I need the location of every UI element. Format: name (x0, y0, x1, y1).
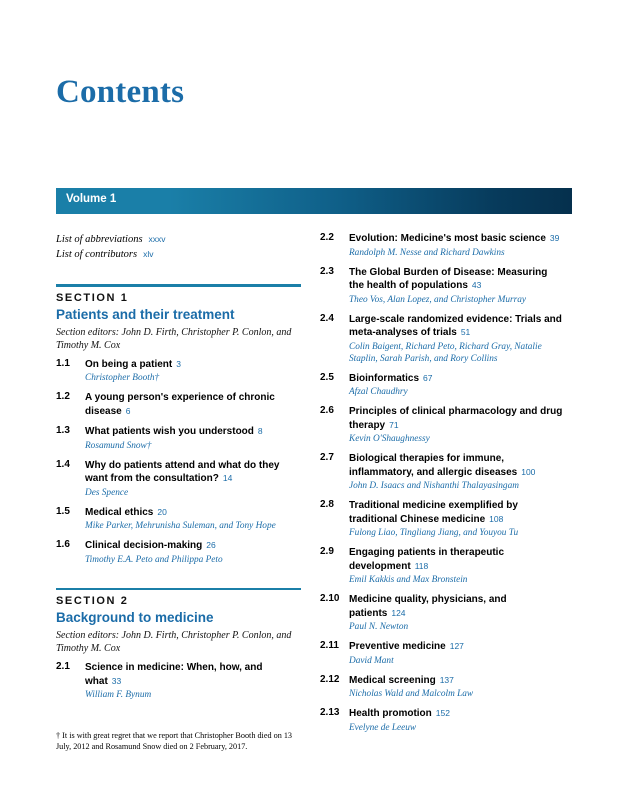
toc-entry[interactable] (320, 313, 565, 365)
entry-title: Evolution: Medicine's most basic science 39 (349, 233, 560, 244)
toc-entry[interactable] (320, 640, 565, 667)
entry-page: 33 (111, 675, 122, 686)
frontmatter-label: List of contributors (56, 249, 138, 260)
right-column (320, 232, 565, 741)
toc-entry[interactable] (320, 452, 565, 492)
entry-title: What patients wish you understood 8 (85, 426, 263, 437)
entry-title: On being a patient 3 (85, 358, 181, 370)
entry-title: Medical screening 137 (349, 674, 454, 686)
entry-authors: Christopher Booth† (85, 373, 160, 383)
frontmatter-item[interactable] (56, 247, 301, 262)
entry-title: Bioinformatics 67 (349, 372, 433, 384)
section-divider (56, 284, 301, 287)
entry-title: Principles of clinical pharmacology and drug therapy 71 (349, 406, 563, 431)
entry-page: 51 (460, 327, 471, 337)
entry-number: 2.8 (320, 499, 334, 510)
volume-label: Volume 1 (66, 193, 117, 205)
entry-number: 2.5 (320, 371, 334, 383)
entry-number: 2.12 (320, 673, 340, 685)
entry-page: 6 (125, 405, 131, 416)
entry-number: 2.6 (320, 405, 334, 416)
entry-authors: Timothy E.A. Peto and Philippa Peto (85, 554, 223, 565)
entry-authors: Emil Kakkis and Max Bronstein (349, 575, 468, 585)
toc-entry[interactable] (56, 506, 301, 533)
entry-title: Clinical decision-making 26 (85, 540, 216, 551)
toc-entry[interactable] (56, 391, 301, 418)
toc-entry[interactable] (320, 499, 565, 539)
entry-authors: Des Spence (85, 487, 129, 498)
entry-authors: David Mant (349, 655, 394, 666)
entry-page: 14 (222, 473, 233, 483)
volume-banner (56, 188, 572, 214)
entry-page: 127 (449, 641, 464, 651)
section-title: Background to medicine (56, 610, 214, 625)
entry-page: 71 (389, 419, 399, 430)
entry-title: Preventive medicine 127 (349, 641, 464, 652)
entry-number: 2.10 (320, 593, 340, 604)
entry-page: 3 (176, 358, 181, 369)
entry-title: The Global Burden of Disease: Measuring the health of populations 43 (349, 266, 548, 291)
entry-page: 124 (391, 607, 406, 618)
entry-authors: Nicholas Wald and Malcolm Law (349, 689, 474, 699)
entry-authors: John D. Isaacs and Nishanthi Thalayasingam (349, 481, 519, 491)
entry-number: 2.7 (320, 452, 334, 463)
entry-authors: Fulong Liao, Tingliang Jiang, and Youyou Tu (349, 528, 519, 538)
entry-authors: Theo Vos, Alan Lopez, and Christopher Murray (349, 294, 526, 305)
entry-number: 1.2 (56, 391, 70, 402)
frontmatter-page: xxxv (148, 234, 166, 244)
section-divider (56, 588, 301, 591)
frontmatter-label: List of abbreviations (56, 234, 143, 245)
entry-page: 67 (423, 372, 433, 383)
entry-authors: Paul N. Newton (349, 622, 409, 632)
entry-page: 108 (489, 513, 504, 524)
entry-title: Traditional medicine exemplified by traditional Chinese medicine 108 (349, 500, 518, 525)
entry-title: Why do patients attend and what do they want from the consultation? 14 (85, 459, 280, 484)
footnote: † It is with great regret that we report that Christopher Booth died on 13 July, 2012 and Rosamund Snow died on 2 February, 2017. (56, 731, 293, 751)
section-editors: Section editors: John D. Firth, Christopher P. Conlon, and Timothy M. Cox (56, 630, 292, 654)
section-kicker: SECTION 1 (56, 291, 129, 304)
page-title: Contents (56, 74, 185, 110)
toc-entry[interactable] (320, 707, 565, 734)
entry-page: 20 (157, 506, 167, 517)
left-column (56, 232, 301, 708)
entry-title: Medical ethics 20 (85, 506, 167, 518)
section-kicker: SECTION 2 (56, 595, 129, 607)
entry-page: 8 (257, 426, 263, 436)
frontmatter-item[interactable] (56, 232, 301, 247)
entry-number: 1.1 (56, 357, 70, 369)
entry-title: Large-scale randomized evidence: Trials and meta-analyses of trials 51 (349, 313, 562, 338)
entry-title: Biological therapies for immune, inflammatory, and allergic diseases 100 (349, 453, 536, 478)
entry-page: 137 (439, 674, 454, 685)
section-editors: Section editors: John D. Firth, Christopher P. Conlon, and Timothy M. Cox (56, 326, 292, 351)
entry-number: 2.1 (56, 661, 70, 672)
entry-authors: Randolph M. Nesse and Richard Dawkins (349, 247, 505, 258)
entry-title: Engaging patients in therapeutic development 118 (349, 547, 505, 572)
entry-number: 1.3 (56, 425, 70, 436)
entry-number: 2.4 (320, 312, 334, 324)
entry-authors: Rosamund Snow† (85, 440, 152, 451)
entry-authors: Evelyne de Leeuw (349, 722, 417, 733)
section-1 (56, 284, 301, 566)
entry-number: 2.3 (320, 265, 334, 277)
section-title: Patients and their treatment (56, 306, 235, 322)
entry-number: 1.5 (56, 505, 70, 517)
entry-authors: Mike Parker, Mehrunisha Suleman, and Tony Hope (85, 521, 276, 531)
toc-entry[interactable] (56, 661, 301, 701)
entry-authors: Colin Baigent, Richard Peto, Richard Gray, Natalie Staplin, Sarah Parish, and Rory Collins (349, 341, 542, 364)
entry-title: Science in medicine: When, how, and what 33 (85, 662, 263, 687)
section-2 (56, 588, 301, 702)
entry-number: 1.4 (56, 458, 70, 470)
entry-page: 26 (206, 540, 216, 550)
toc-entry[interactable] (320, 546, 565, 586)
toc-entry[interactable] (56, 358, 301, 385)
entry-title: Medicine quality, physicians, and patients 124 (349, 594, 507, 619)
toc-entry[interactable] (56, 425, 301, 452)
entry-page: 152 (435, 708, 450, 718)
frontmatter-page: xlv (143, 249, 154, 259)
entry-page: 100 (521, 466, 536, 477)
entry-page: 39 (549, 233, 560, 243)
entry-number: 2.11 (320, 640, 339, 651)
entry-authors: Afzal Chaudhry (349, 387, 408, 397)
entry-title: Health promotion 152 (349, 708, 450, 719)
entry-authors: William F. Bynum (85, 690, 152, 700)
toc-entry[interactable] (56, 539, 301, 566)
toc-entry[interactable] (56, 459, 301, 499)
entry-page: 118 (414, 560, 429, 571)
toc-entry[interactable] (320, 372, 565, 399)
entry-number: 2.2 (320, 232, 334, 243)
toc-entry[interactable] (320, 405, 565, 445)
toc-entry[interactable] (320, 232, 565, 259)
entry-title: A young person's experience of chronic disease 6 (85, 392, 275, 417)
entry-number: 2.13 (320, 707, 340, 718)
entry-authors: Kevin O'Shaughnessy (349, 434, 430, 444)
toc-entry[interactable] (320, 674, 565, 701)
entry-number: 2.9 (320, 546, 334, 557)
entry-number: 1.6 (56, 539, 70, 550)
toc-entry[interactable] (320, 593, 565, 633)
toc-entry[interactable] (320, 266, 565, 306)
entry-page: 43 (471, 280, 482, 290)
